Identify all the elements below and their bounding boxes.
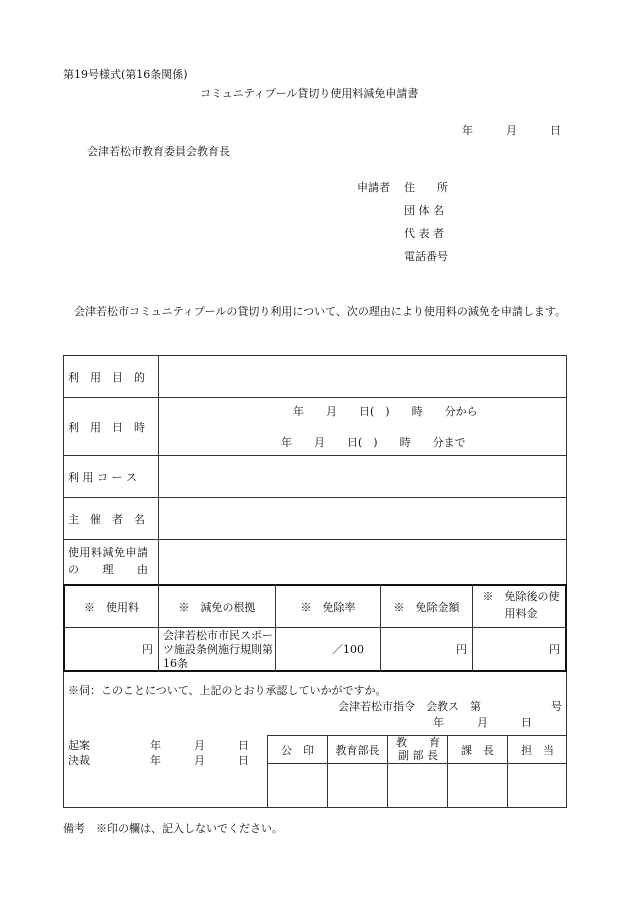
datetime-to[interactable]: 年 月 日( ) 時 分まで [281, 436, 466, 449]
stamp-cell-seal[interactable] [268, 764, 327, 808]
purpose-value[interactable] [159, 356, 566, 397]
addressee: 会津若松市教育委員会教育長 [87, 145, 230, 158]
applicant-group-label: 団 体 名 [404, 204, 444, 217]
decided-label: 決裁 [68, 754, 90, 767]
fee-value-amount[interactable]: 円 [456, 643, 467, 656]
organizer-value[interactable] [159, 498, 566, 539]
body-text: 会津若松市コミュニティプールの貸切り利用について、次の理由により使用料の減免を申請します。 [74, 305, 567, 318]
stamp-header-director: 教育部長 [335, 743, 380, 757]
stamp-cell-deputy[interactable] [388, 764, 447, 808]
fee-value-rate[interactable]: ／100 [332, 643, 364, 656]
approval-ref: 会津若松市指令 会教ス 第 [338, 700, 481, 713]
applicant-label: 申請者 [357, 181, 390, 194]
form-number: 第19号様式(第16条関係) [63, 68, 188, 81]
stamp-header-deputy: 教 育副 部 長 [396, 736, 440, 762]
approval-date: 年 月 日 [433, 716, 532, 729]
reason-value[interactable] [159, 540, 566, 584]
decided-date: 年 月 日 [150, 754, 249, 767]
stamp-header-staff: 担 当 [521, 743, 554, 757]
date-line: 年 月 日 [462, 124, 561, 137]
stamp-header-section-chief: 課 長 [461, 743, 494, 757]
drafted-label: 起案 [68, 739, 90, 752]
footnote: 備考 ※印の欄は、記入しないでください。 [63, 822, 283, 835]
page-title: コミュニティプール貸切り使用料減免申請書 [200, 87, 419, 100]
course-value[interactable] [159, 456, 566, 497]
datetime-label: 利 用 日 時 [68, 420, 145, 434]
purpose-label: 利 用 目 的 [68, 370, 145, 384]
approval-ref-suffix: 号 [551, 700, 562, 713]
fee-header-amount: ※ 免除金額 [393, 600, 460, 614]
course-label: 利 用 コ ー ス [68, 470, 137, 484]
fee-header-after: ※ 免除後の使用料金 [482, 590, 560, 620]
reason-label: 使用料減免申請の 理 由 [68, 546, 149, 576]
stamp-cell-director[interactable] [328, 764, 387, 808]
approval-inquiry: ※伺：このことについて、上記のとおり承認していかがですか。 [68, 684, 387, 697]
applicant-phone-label: 電話番号 [404, 250, 448, 263]
organizer-label: 主 催 者 名 [68, 512, 145, 526]
fee-value-basis: 会津若松市市民スポーツ施設条例施行規則第16条 [163, 629, 273, 670]
fee-value-after[interactable]: 円 [549, 643, 560, 656]
datetime-from[interactable]: 年 月 日( ) 時 分から [293, 405, 478, 418]
stamp-cell-staff[interactable] [508, 764, 567, 808]
fee-header-rate: ※ 免除率 [300, 600, 356, 614]
fee-value-fee[interactable]: 円 [142, 643, 153, 656]
fee-header-fee: ※ 使用料 [84, 600, 139, 614]
drafted-date: 年 月 日 [150, 739, 249, 752]
stamp-header-seal: 公 印 [281, 743, 314, 757]
stamp-cell-section-chief[interactable] [448, 764, 507, 808]
fee-header-basis: ※ 減免の根拠 [178, 600, 256, 614]
applicant-representative-label: 代 表 者 [404, 227, 444, 240]
applicant-address-label: 住 所 [404, 181, 448, 194]
